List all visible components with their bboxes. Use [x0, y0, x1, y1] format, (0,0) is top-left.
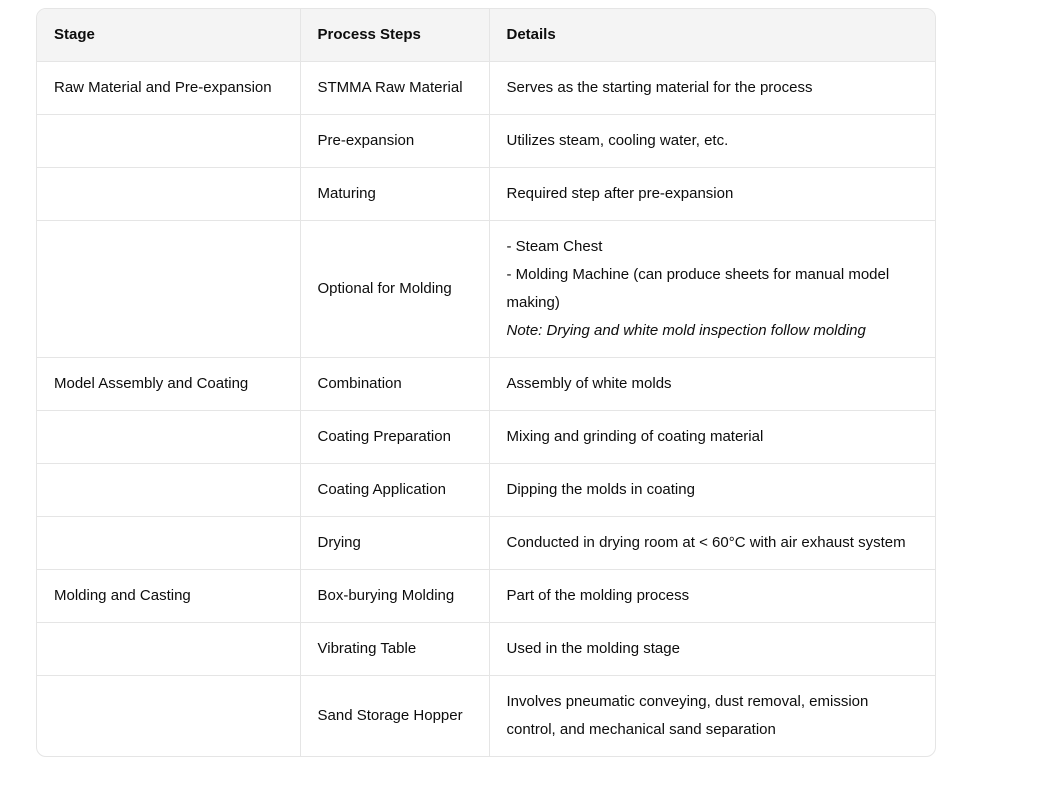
details-cell: Mixing and grinding of coating material — [489, 410, 935, 463]
details-cell: Part of the molding process — [489, 569, 935, 622]
step-cell: Vibrating Table — [300, 622, 489, 675]
table-row — [37, 675, 935, 756]
table-row — [37, 463, 935, 516]
stage-cell — [37, 167, 300, 220]
step-cell: Optional for Molding — [300, 220, 489, 357]
stage-cell — [37, 675, 300, 756]
table-row — [37, 516, 935, 569]
table-row — [37, 61, 935, 114]
step-cell: Combination — [300, 357, 489, 410]
stage-cell — [37, 220, 300, 357]
table-header-row — [37, 9, 935, 61]
header-process-steps: Process Steps — [300, 9, 489, 61]
table-row — [37, 114, 935, 167]
step-cell: Pre-expansion — [300, 114, 489, 167]
details-cell: Required step after pre-expansion — [489, 167, 935, 220]
header-details: Details — [489, 9, 935, 61]
step-cell: Sand Storage Hopper — [300, 675, 489, 756]
details-cell: Involves pneumatic conveying, dust removal, emission control, and mechanical sand separation — [506, 692, 869, 738]
details-cell: Utilizes steam, cooling water, etc. — [489, 114, 935, 167]
details-cell: Conducted in drying room at < 60°C with air exhaust system — [489, 516, 935, 569]
details-cell: Serves as the starting material for the process — [489, 61, 935, 114]
details-cell — [489, 220, 935, 357]
stage-cell: Model Assembly and Coating — [37, 357, 300, 410]
stage-cell — [37, 622, 300, 675]
stage-cell: Raw Material and Pre-expansion — [37, 61, 300, 114]
step-cell: Box-burying Molding — [300, 569, 489, 622]
table-row — [37, 569, 935, 622]
step-cell: Maturing — [300, 167, 489, 220]
table-row — [37, 357, 935, 410]
details-cell: Assembly of white molds — [489, 357, 935, 410]
stage-cell — [37, 463, 300, 516]
table-row — [37, 167, 935, 220]
details-cell: Used in the molding stage — [489, 622, 935, 675]
stage-cell — [37, 410, 300, 463]
table-row — [37, 622, 935, 675]
table-row — [37, 220, 935, 357]
stage-cell — [37, 114, 300, 167]
process-table-container — [36, 8, 936, 757]
stage-cell — [37, 516, 300, 569]
step-cell: Drying — [300, 516, 489, 569]
header-stage: Stage — [37, 9, 300, 61]
detail-line: - Molding Machine (can produce sheets for manual model making) — [506, 265, 890, 311]
details-note: Note: Drying and white mold inspection follow molding — [506, 321, 866, 339]
table-row — [37, 410, 935, 463]
detail-line: - Steam Chest — [506, 237, 603, 255]
details-cell: Dipping the molds in coating — [489, 463, 935, 516]
step-cell: STMMA Raw Material — [300, 61, 489, 114]
stage-cell: Molding and Casting — [37, 569, 300, 622]
step-cell: Coating Application — [300, 463, 489, 516]
process-table — [37, 9, 935, 756]
step-cell: Coating Preparation — [300, 410, 489, 463]
